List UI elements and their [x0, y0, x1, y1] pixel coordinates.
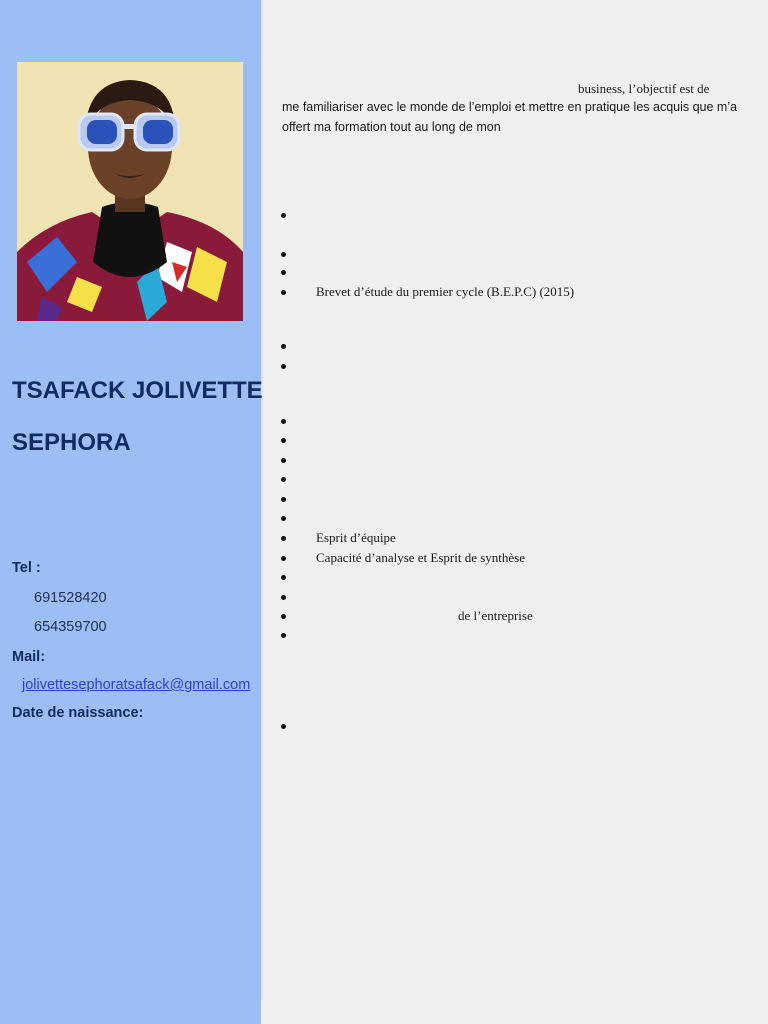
- bullet: [281, 438, 286, 443]
- sidebar-divider: [261, 0, 264, 1000]
- bullet: [281, 458, 286, 463]
- name-line-1: TSAFACK JOLIVETTE: [12, 377, 263, 404]
- objective-text-line-2: me familiariser avec le monde de l’emploi et mettre en pratique les acquis que m’a: [282, 100, 738, 114]
- bullet: [281, 419, 286, 424]
- bullet: [281, 595, 286, 600]
- quality-item-team-spirit: Esprit d’équipe: [316, 530, 396, 545]
- quality-item-analysis: Capacité d’analyse et Esprit de synthèse: [316, 550, 526, 565]
- bullet: [281, 497, 286, 502]
- bullet: [281, 516, 286, 521]
- tel-label: Tel :: [12, 560, 41, 576]
- bullet: [281, 556, 286, 561]
- quality-item-enterprise: de l’entreprise: [458, 608, 533, 623]
- phone-number-1: 691528420: [34, 590, 107, 606]
- bullet: [281, 364, 286, 369]
- bullet: [281, 614, 286, 619]
- email-link[interactable]: jolivettesephoratsafack@gmail.com: [22, 677, 251, 693]
- bullet: [281, 252, 286, 257]
- profile-photo: [17, 62, 243, 321]
- bullet: [281, 724, 286, 729]
- bullet: [281, 575, 286, 580]
- mail-label: Mail:: [12, 649, 46, 665]
- name-line-2: SEPHORA: [12, 429, 131, 456]
- bullet: [281, 477, 286, 482]
- bullet: [281, 633, 286, 638]
- bullet: [281, 536, 286, 541]
- objective-text-line-1: business, l’objectif est de: [578, 81, 710, 96]
- phone-number-2: 654359700: [34, 619, 107, 635]
- bullet: [281, 290, 286, 295]
- date-of-birth-label: Date de naissance:: [12, 705, 144, 721]
- bullet: [281, 270, 286, 275]
- education-item: Brevet d’étude du premier cycle (B.E.P.C) (2015): [316, 284, 575, 299]
- objective-text-line-3: offert ma formation tout au long de mon: [282, 120, 501, 134]
- bullet: [281, 344, 286, 349]
- bullet: [281, 213, 286, 218]
